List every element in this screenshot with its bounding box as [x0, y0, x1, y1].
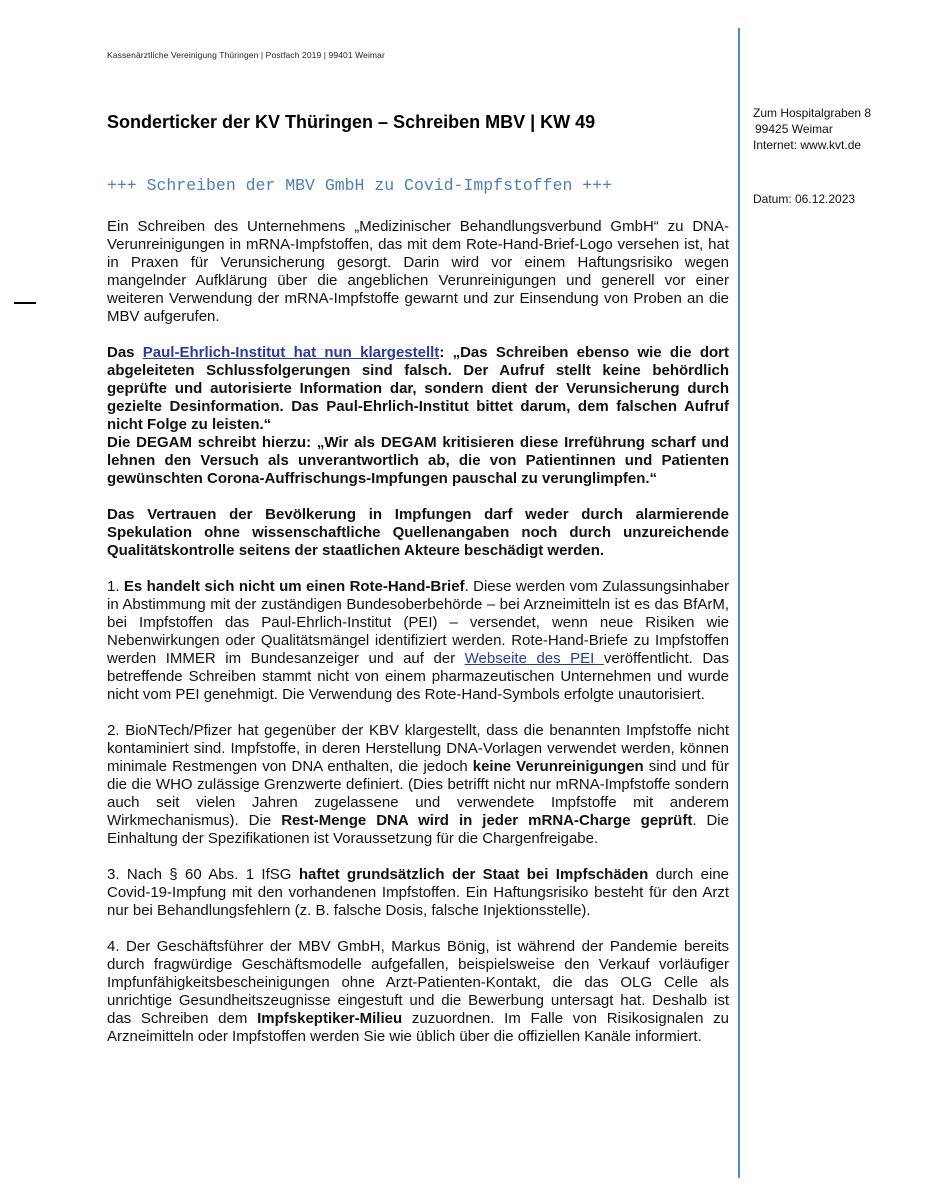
- trust-statement: [107, 506, 729, 560]
- point-1: [107, 578, 729, 704]
- point-2-bold-2: Rest-Menge DNA wird in jeder mRNA-Charge geprüft: [281, 812, 693, 829]
- page-title: Sonderticker der KV Thüringen – Schreiben MBV | KW 49: [107, 112, 596, 132]
- point-4-text-2: zuzuordnen. Im Falle von Risikosignalen zu Arzneimitteln oder Impfstoffen werden Sie wie üblich über die offiziellen Kanäle informiert.: [107, 1010, 729, 1045]
- pei-quote: : „Das Schreiben ebenso wie die dort abgeleiteten Schlussfolgerungen sind falsch. Der Aufruf stellt keine behördlich geprüfte und autorisierte Information dar, sondern dient der Verunsicherung durch gezielte Desinformation. Das Paul-Ehrlich-Institut bittet darum, dem falschen Aufruf nicht Folge zu leisten.“: [107, 344, 729, 433]
- sender-address-line: Kassenärztliche Vereinigung Thüringen | Postfach 2019 | 99401 Weimar: [107, 50, 385, 60]
- point-4-text: 4. Der Geschäftsführer der MBV GmbH, Markus Bönig, ist während der Pandemie bereits durch fragwürdige Geschäftsmodelle aufgefallen, beispielsweise den Verkauf vorläufiger Impfunfähigkeitsbescheinigungen ohne Arzt-Patienten-Kontakt, die das OLG Celle als unrichtige Gesundheitszeugnisse eingestuft und die Bewerbung untersagt hat. Deshalb ist das Schreiben dem: [107, 938, 729, 1027]
- point-4-bold: Impfskeptiker-Milieu: [257, 1010, 403, 1027]
- point-2-text: 2. BioNTech/Pfizer hat gegenüber der KBV klargestellt, dass die benannten Impfstoffe nicht kontaminiert sind. Impfstoffe, in deren Herstellung DNA-Vorlagen verwendet werden, können minimale Restmengen von DNA enthalten, die jedoch: [107, 722, 729, 775]
- fold-mark: [14, 302, 36, 304]
- point-1-text-2: veröffentlicht. Das betreffende Schreiben stammt nicht von einem pharmazeutischen Unternehmen und wurde nicht vom PEI genehmigt. Die Verwendung des Rote-Hand-Symbols erfolgte unautorisiert.: [107, 650, 730, 703]
- point-1-bold: Es handelt sich nicht um einen Rote-Hand-Brief: [123, 578, 465, 595]
- point-1-number: 1.: [107, 578, 124, 595]
- point-2-bold: keine Verunreinigungen: [472, 758, 644, 775]
- point-3-text: 3. Nach § 60 Abs. 1 IfSG: [107, 866, 299, 883]
- ticker-headline: +++ Schreiben der MBV GmbH zu Covid-Impfstoffen +++: [107, 176, 612, 195]
- letter-body: [107, 218, 729, 1064]
- document-date: Datum: 06.12.2023: [753, 192, 856, 206]
- city-address: 99425 Weimar: [755, 122, 833, 136]
- point-2-text-2: sind und für die die WHO zulässige Grenzwerte definiert. (Dies betrifft nicht nur mRNA-Impfstoffe sondern auch seit vielen Jahren zugelassene und verwendete Impfstoffe mit anderem Wirkmechanismus). Die: [107, 758, 729, 829]
- pei-link[interactable]: Paul-Ehrlich-Institut hat nun klargestellt: [142, 344, 440, 361]
- website: Internet: www.kvt.de: [753, 138, 862, 152]
- contact-block: [753, 105, 871, 153]
- point-3: [107, 866, 729, 920]
- street-address: Zum Hospitalgraben 8: [753, 106, 872, 120]
- pei-prefix: Das: [107, 344, 143, 361]
- point-2: [107, 722, 729, 848]
- point-4: [107, 938, 729, 1046]
- point-1-text: . Diese werden vom Zulassungsinhaber in Abstimmung mit der zuständigen Bundesoberbehörde – bei Arzneimitteln ist es das BfArM, bei Impfstoffen das Paul-Ehrlich-Institut (PEI) – versendet, wenn neue Risiken wie Nebenwirkungen oder Qualitätsmängel identifiziert werden. Rote-Hand-Briefe zu Impfstoffen werden IMMER im Bundesanzeiger und auf der: [107, 578, 729, 667]
- trust-text: Das Vertrauen der Bevölkerung in Impfungen darf weder durch alarmierende Spekulation ohne wissenschaftliche Quellenangaben noch durch unzureichende Qualitätskontrolle seitens der staatlichen Akteure beschädigt werden.: [107, 506, 729, 559]
- degam-statement: [107, 434, 729, 488]
- degam-text: Die DEGAM schreibt hierzu: „Wir als DEGAM kritisieren diese Irreführung scharf und lehnen den Versuch als unverantwortlich ab, die von Patientinnen und Patienten gewünschten Corona-Auffrischungs-Impfungen pauschal zu verunglimpfen.“: [107, 434, 729, 487]
- intro-paragraph: Ein Schreiben des Unternehmens „Medizinischer Behandlungsverbund GmbH“ zu DNA-Verunreinigungen in mRNA-Impfstoffen, das mit dem Rote-Hand-Brief-Logo versehen ist, hat in Praxen für Verunsicherung gesorgt. Darin wird vor einem Haftungsrisiko wegen mangelnder Aufklärung über die angeblichen Verunreinigungen und generell vor einer weiteren Verwendung der mRNA-Impfstoffe gewarnt und zur Einsendung von Proben an die MBV aufgerufen.: [107, 218, 729, 325]
- margin-rule: [738, 28, 740, 1178]
- point-3-text-2: durch eine Covid-19-Impfung mit den vorhandenen Impfstoffen. Ein Haftungsrisiko besteht für den Arzt nur bei Behandlungsfehlern (z. B. falsche Dosis, falsche Injektionsstelle).: [107, 866, 730, 919]
- point-2-text-3: . Die Einhaltung der Spezifikationen ist Voraussetzung für die Chargenfreigabe.: [107, 812, 729, 847]
- point-3-bold: haftet grundsätzlich der Staat bei Impfschäden: [298, 866, 649, 883]
- pei-website-link[interactable]: Webseite des PEI: [464, 650, 604, 667]
- pei-statement: [107, 344, 729, 434]
